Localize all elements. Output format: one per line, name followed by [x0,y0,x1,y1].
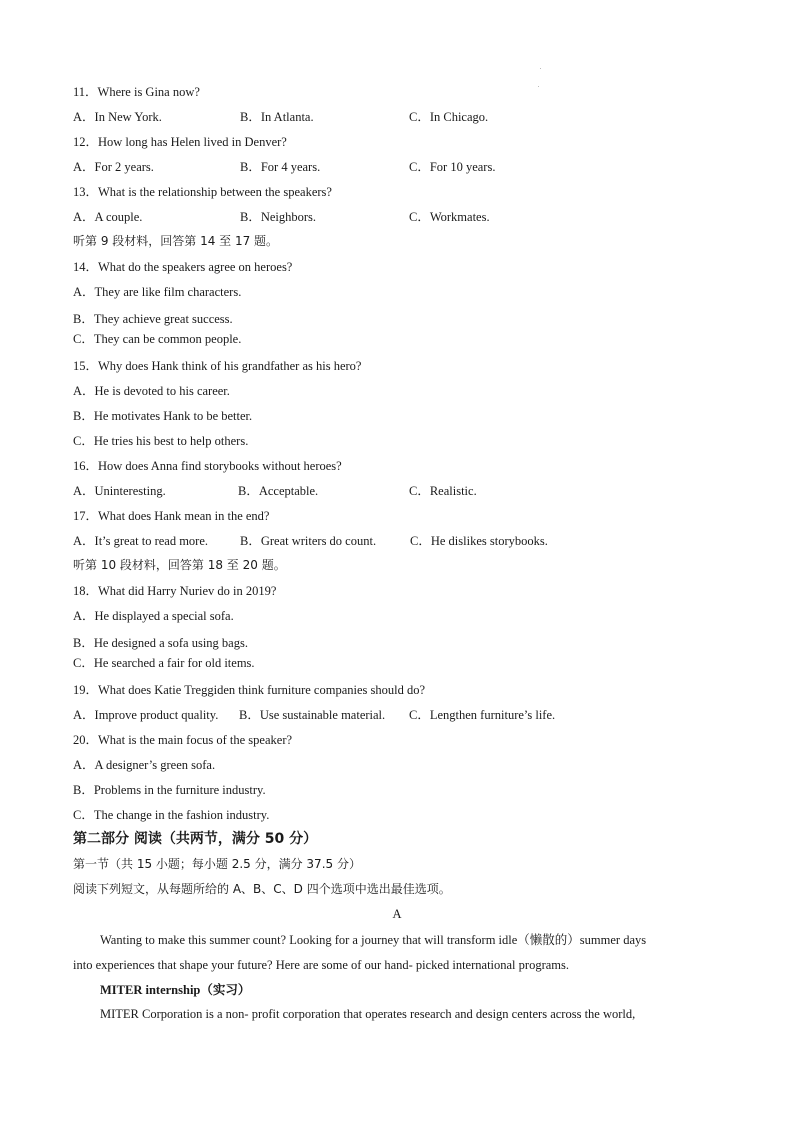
q20-option-b: B．Problems in the furniture industry. [73,783,266,797]
reading-instruction: 阅读下列短文，从每题所给的 A、B、C、D 四个选项中选出最佳选项。 [73,882,451,896]
question-16: 16．How does Anna find storybooks without heroes? [73,459,342,473]
question-18: 18．What did Harry Nuriev do in 2019? [73,584,277,598]
section-10-instruction: 听第 10 段材料，回答第 18 至 20 题。 [73,558,286,572]
q11-option-c: C．In Chicago. [409,110,489,124]
question-17: 17．What does Hank mean in the end? [73,509,270,523]
q14-option-b: B．They achieve great success. [73,312,233,326]
q14-option-c: C．They can be common people. [73,332,242,346]
q12-option-b: B．For 4 years. [240,160,321,174]
section-9-instruction: 听第 9 段材料，回答第 14 至 17 题。 [73,234,279,248]
q19-option-c: C．Lengthen furniture’s life. [409,708,556,722]
question-13: 13．What is the relationship between the speakers? [73,185,332,199]
q19-option-a: A．Improve product quality. [73,708,219,722]
passage-label: A [392,907,402,921]
q17-option-a: A．It’s great to read more. [73,534,209,548]
passage-paragraph-2-line-1: MITER Corporation is a non- profit corporation that operates research and design centers across the world, [100,1007,636,1021]
q16-option-a: A．Uninteresting. [73,484,166,498]
q14-option-a: A．They are like film characters. [73,285,242,299]
q15-option-c: C．He tries his best to help others. [73,434,249,448]
q16-option-c: C．Realistic. [409,484,477,498]
question-20: 20．What is the main focus of the speaker? [73,733,293,747]
q17-option-c: C．He dislikes storybooks. [410,534,548,548]
section-1-subtitle: 第一节（共 15 小题；每小题 2.5 分，满分 37.5 分） [73,857,361,871]
scan-speck [538,86,539,87]
q18-option-b: B．He designed a sofa using bags. [73,636,248,650]
scan-speck [540,68,541,69]
q16-option-b: B．Acceptable. [238,484,319,498]
passage-paragraph-1-line-1: Wanting to make this summer count? Looking for a journey that will transform idle（懒散的）summer days [100,933,647,947]
q11-option-b: B．In Atlanta. [240,110,314,124]
q15-option-b: B．He motivates Hank to be better. [73,409,253,423]
q18-option-c: C．He searched a fair for old items. [73,656,255,670]
question-11: 11．Where is Gina now? [73,85,200,99]
q11-option-a: A．In New York. [73,110,162,124]
q18-option-a: A．He displayed a special sofa. [73,609,234,623]
q13-option-b: B．Neighbors. [240,210,317,224]
part-2-title: 第二部分 阅读（共两节，满分 50 分） [73,831,318,847]
q19-option-b: B．Use sustainable material. [239,708,386,722]
question-19: 19．What does Katie Treggiden think furniture companies should do? [73,683,426,697]
question-12: 12．How long has Helen lived in Denver? [73,135,287,149]
q20-option-a: A．A designer’s green sofa. [73,758,216,772]
q13-option-c: C．Workmates. [409,210,490,224]
q12-option-a: A．For 2 years. [73,160,154,174]
q13-option-a: A．A couple. [73,210,143,224]
passage-subheading: MITER internship（实习） [100,983,251,997]
q12-option-c: C．For 10 years. [409,160,496,174]
passage-paragraph-1-line-2: into experiences that shape your future? Here are some of our hand- picked international programs. [73,958,569,972]
q15-option-a: A．He is devoted to his career. [73,384,230,398]
question-15: 15．Why does Hank think of his grandfather as his hero? [73,359,362,373]
q17-option-b: B．Great writers do count. [240,534,377,548]
q20-option-c: C．The change in the fashion industry. [73,808,270,822]
question-14: 14．What do the speakers agree on heroes? [73,260,293,274]
